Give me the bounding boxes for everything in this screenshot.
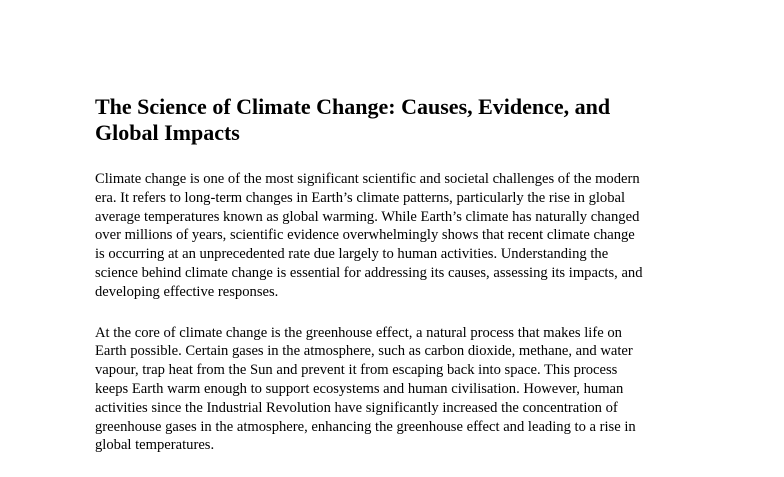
text-line: global temperatures. — [95, 437, 215, 454]
text-line: over millions of years, scientific evidence overwhelmingly shows that recent climate change — [95, 227, 635, 244]
text-line: average temperatures known as global warming. While Earth’s climate has naturally changed — [95, 208, 640, 225]
paragraph-intro — [95, 170, 715, 302]
text-line: activities since the Industrial Revolution have significantly increased the concentration of — [95, 399, 618, 416]
text-line: science behind climate change is essential for addressing its causes, assessing its impacts, and — [95, 264, 643, 281]
document-body — [95, 94, 715, 477]
text-line: is occurring at an unprecedented rate due largely to human activities. Understanding the — [95, 246, 609, 263]
text-line: greenhouse gases in the atmosphere, enhancing the greenhouse effect and leading to a rise in — [95, 418, 636, 435]
text-line: era. It refers to long-term changes in Earth’s climate patterns, particularly the rise in global — [95, 189, 626, 206]
text-line: Climate change is one of the most significant scientific and societal challenges of the modern — [95, 171, 640, 187]
text-line: developing effective responses. — [95, 283, 279, 300]
document-title — [95, 94, 715, 146]
title-line: Global Impacts — [95, 120, 240, 145]
text-line: At the core of climate change is the greenhouse effect, a natural process that makes life on — [95, 324, 622, 341]
title-line: The Science of Climate Change: Causes, Evidence, and — [95, 94, 611, 119]
paragraph-greenhouse-effect — [95, 324, 715, 456]
text-line: vapour, trap heat from the Sun and prevent it from escaping back into space. This process — [95, 362, 618, 379]
text-line: Earth possible. Certain gases in the atmosphere, such as carbon dioxide, methane, and water — [95, 343, 633, 360]
text-line: keeps Earth warm enough to support ecosystems and human civilisation. However, human — [95, 380, 624, 397]
